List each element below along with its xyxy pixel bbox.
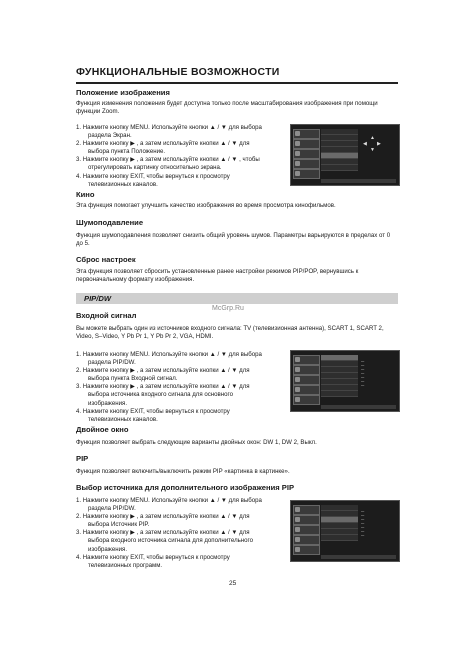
menu-tab-icon (293, 169, 320, 179)
menu-tab-icon (293, 149, 320, 159)
menu-tab-icon (293, 355, 320, 365)
menu-screenshot-picture (290, 124, 400, 186)
step-item: 4. Нажмите кнопку EXIT, чтобы вернуться к просмотру телевизионных программ. (76, 553, 230, 569)
step-item: 1. Нажмите кнопку MENU. Используйте кнопки ▲ / ▼ для выбора раздела PIP/DW. (76, 497, 262, 513)
heading-dual-window: Двойное окно (76, 425, 129, 434)
text-cinema: Эта функция помогает улучшить качество изображения во время просмотра кинофильмов. (76, 202, 336, 209)
text-image-position-intro: Функция изменения положения будет доступна только после масштабирования изображения при помощи функции Zoom. (76, 100, 378, 116)
heading-pip-source: Выбор источника для дополнительного изображения PIP (76, 483, 295, 492)
menu-bottom-bar (321, 555, 396, 559)
band-label: PIP/DW (84, 294, 112, 303)
dpad-icon: ▲ ▼ ◀ ▶ (363, 135, 381, 153)
steps-pip-source (76, 497, 266, 570)
menu-row (321, 165, 358, 171)
menu-screenshot-pip-source (290, 500, 400, 562)
section-band-pip-dw (76, 293, 398, 304)
step-item: 3. Нажмите кнопку ▶ , а затем используйте кнопки ▲ / ▼ для выбора входного источника сигнала для дополнительного изображения. (76, 529, 254, 553)
menu-tab-icon (293, 139, 320, 149)
menu-tab-icon (293, 395, 320, 405)
menu-bottom-bar (321, 179, 396, 183)
steps-image-position (76, 124, 266, 189)
steps-input-signal (76, 351, 266, 424)
step-item: 1. Нажмите кнопку MENU. Используйте кнопки ▲ / ▼ для выбора раздела PIP/DW. (76, 351, 262, 367)
menu-value-list: — — — — — — — (361, 509, 365, 537)
step-item: 1. Нажмите кнопку MENU. Используйте кнопки ▲ / ▼ для выбора раздела Экран. (76, 124, 262, 140)
heading-cinema: Кино (76, 190, 95, 199)
title-rule (76, 82, 398, 84)
step-item: 2. Нажмите кнопку ▶ , а затем используйте кнопки ▲ / ▼ для выбора пункта Положение. (76, 140, 250, 156)
menu-tab-icon (293, 375, 320, 385)
text-reset: Эта функция позволяет сбросить установленные ранее настройки режимов PIP/POP, вернувшись к первоначальному формату изображения. (76, 268, 359, 284)
heading-pip: PIP (76, 454, 89, 463)
menu-tab-icon (293, 545, 320, 555)
step-item: 3. Нажмите кнопку ▶ , а затем используйте кнопки ▲ / ▼ , чтобы отрегулировать картинку относительно экрана. (76, 156, 260, 172)
menu-tab-icon (293, 525, 320, 535)
step-item: 2. Нажмите кнопку ▶ , а затем используйте кнопки ▲ / ▼ для выбора Источник PIP. (76, 513, 250, 529)
text-input-signal: Вы можете выбрать один из источников входного сигнала: TV (телевизионная антенна), SCART 1, SCART 2, Video, S–Video, Y Pb Pr 1, Y Pb Pr 2, VGA, HDMI. (76, 325, 384, 341)
watermark: McGrp.Ru (212, 305, 244, 312)
menu-tab-icon (293, 129, 320, 139)
menu-tab-icon (293, 505, 320, 515)
menu-row (321, 391, 358, 397)
menu-tab-icon (293, 535, 320, 545)
menu-bottom-bar (321, 405, 396, 409)
menu-tab-icon (293, 515, 320, 525)
heading-input-signal: Входной сигнал (76, 311, 137, 320)
text-noise: Функция шумоподавления позволяет снизить общий уровень шумов. Параметры варьируются в пределах от 0 до 5. (76, 232, 391, 248)
step-item: 4. Нажмите кнопку EXIT, чтобы вернуться к просмотру телевизионных каналов. (76, 172, 230, 188)
menu-value-list: — — — — — — — (361, 359, 365, 387)
page-number: 25 (229, 580, 237, 587)
step-item: 2. Нажмите кнопку ▶ , а затем используйте кнопки ▲ / ▼ для выбора пункта Входной сигнал. (76, 367, 250, 383)
menu-tab-icon (293, 385, 320, 395)
menu-row (321, 535, 358, 541)
heading-image-position: Положение изображения (76, 88, 170, 97)
menu-screenshot-pip-input (290, 350, 400, 412)
page-title: ФУНКЦИОНАЛЬНЫЕ ВОЗМОЖНОСТИ (76, 66, 280, 78)
heading-reset: Сброс настроек (76, 255, 136, 264)
menu-tab-icon (293, 159, 320, 169)
heading-noise: Шумоподавление (76, 218, 144, 227)
text-pip: Функция позволяет включить/выключить режим PIP «картинка в картинке». (76, 468, 290, 475)
step-item: 4. Нажмите кнопку EXIT, чтобы вернуться к просмотру телевизионных каналов. (76, 407, 230, 423)
text-dual-window: Функция позволяет выбрать следующие варианты двойных окон: DW 1, DW 2, Выкл. (76, 439, 317, 446)
step-item: 3. Нажмите кнопку ▶ , а затем используйте кнопки ▲ / ▼ для выбора источника входного сигнала для основного изображения. (76, 383, 250, 407)
menu-tab-icon (293, 365, 320, 375)
